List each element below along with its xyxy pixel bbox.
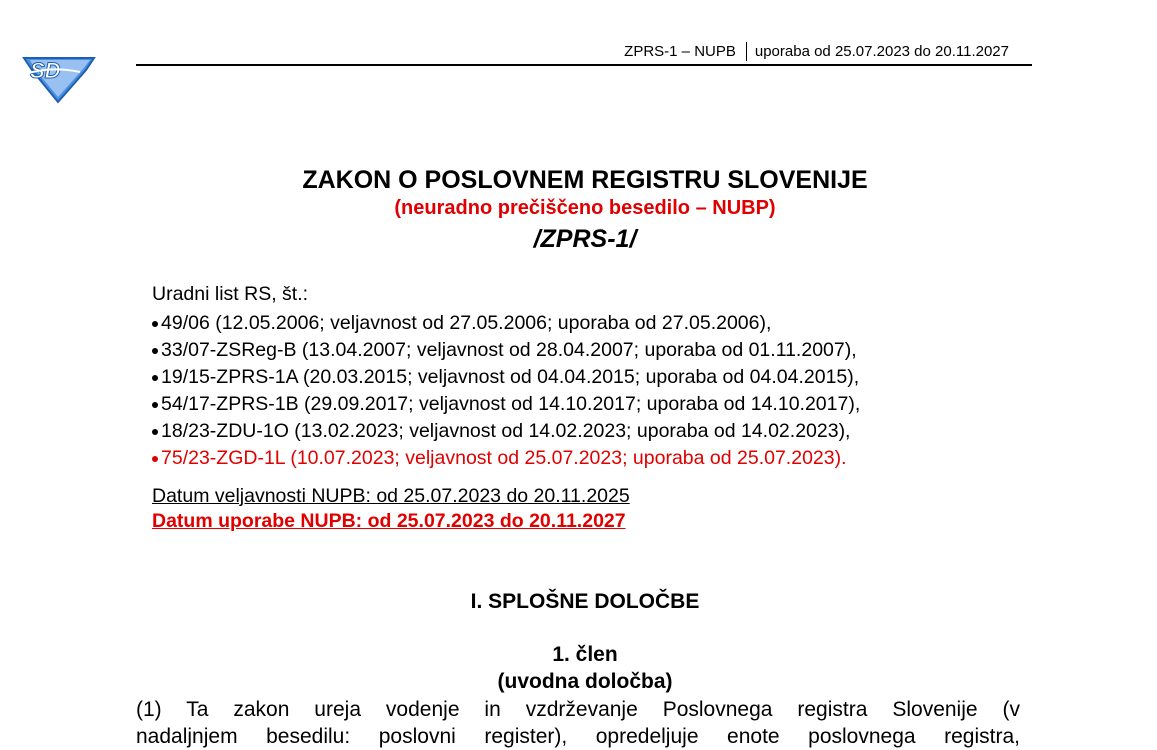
header-rule bbox=[136, 64, 1032, 66]
law-subtitle: (neuradno prečiščeno besedilo – NUBP) bbox=[394, 197, 776, 219]
validity-date: Datum veljavnosti NUPB: od 25.07.2023 do 20.11.2025 bbox=[152, 485, 630, 507]
gazette-label: Uradni list RS, št.: bbox=[152, 283, 309, 305]
paragraph-line: (1) Ta zakon ureja vodenje in vzdrževanje Poslovnega registra Slovenije (v bbox=[136, 698, 1020, 721]
usage-date: Datum uporabe NUPB: od 25.07.2023 do 20.11.2027 bbox=[152, 510, 626, 532]
section-heading: I. SPLOŠNE DOLOČBE bbox=[470, 590, 700, 613]
paragraph-line: nadaljnjem besedilu: poslovni register), opredeljuje enote poslovnega registra, bbox=[136, 725, 1020, 748]
gazette-item: 33/07-ZSReg-B (13.04.2007; veljavnost od 28.04.2007; uporaba od 01.11.2007), bbox=[152, 337, 860, 364]
header-doc-code: ZPRS-1 – NUPB bbox=[624, 43, 736, 60]
gazette-item-latest: 75/23-ZGD-1L (10.07.2023; veljavnost od 25.07.2023; uporaba od 25.07.2023). bbox=[152, 445, 860, 472]
article-paragraph bbox=[136, 696, 1020, 750]
running-header bbox=[624, 42, 1009, 61]
bullet-icon bbox=[152, 321, 158, 327]
gazette-list bbox=[152, 310, 860, 472]
bullet-icon bbox=[152, 348, 158, 354]
header-usage-period: uporaba od 25.07.2023 do 20.11.2027 bbox=[754, 43, 1009, 60]
svg-text:SD: SD bbox=[30, 58, 61, 83]
bullet-icon bbox=[152, 456, 158, 462]
law-abbreviation: /ZPRS-1/ bbox=[533, 225, 637, 253]
gazette-item: 49/06 (12.05.2006; veljavnost od 27.05.2006; uporaba od 27.05.2006), bbox=[152, 310, 860, 337]
article-number: 1. člen bbox=[552, 643, 618, 666]
bullet-icon bbox=[152, 429, 158, 435]
gazette-item: 54/17-ZPRS-1B (29.09.2017; veljavnost od 14.10.2017; uporaba od 14.10.2017), bbox=[152, 391, 860, 418]
bullet-icon bbox=[152, 402, 158, 408]
gazette-item: 18/23-ZDU-1O (13.02.2023; veljavnost od 14.02.2023; uporaba od 14.02.2023), bbox=[152, 418, 860, 445]
header-separator bbox=[746, 42, 747, 61]
sd-shield-logo-icon bbox=[20, 44, 98, 104]
bullet-icon bbox=[152, 375, 158, 381]
article-title: (uvodna določba) bbox=[497, 670, 673, 693]
law-title: ZAKON O POSLOVNEM REGISTRU SLOVENIJE bbox=[302, 166, 868, 194]
gazette-item: 19/15-ZPRS-1A (20.03.2015; veljavnost od 04.04.2015; uporaba od 04.04.2015), bbox=[152, 364, 860, 391]
